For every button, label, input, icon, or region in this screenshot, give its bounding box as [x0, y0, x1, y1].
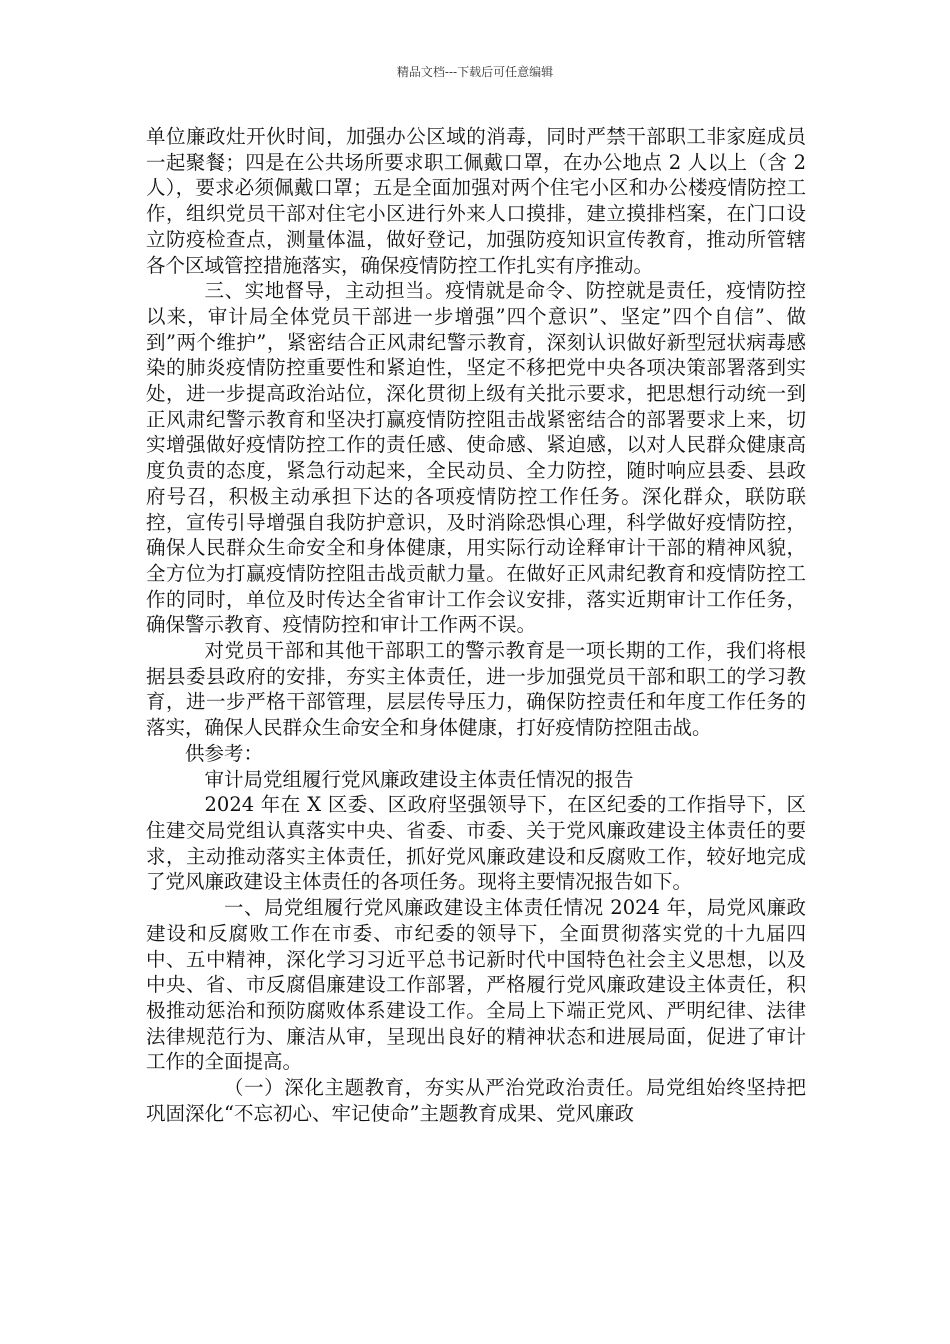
reference-label: 供参考：	[185, 741, 264, 765]
document-body	[146, 124, 806, 1126]
paragraph-continuation: 单位廉政灶开伙时间，加强办公区域的消毒，同时严禁干部职工非家庭成员一起聚餐；四是在公共场所要求职工佩戴口罩，在办公地点 2 人以上（含 2 人），要求必须佩戴口罩；五是全面加强对两个住宅小区和办公楼疫情防控工作，组织党员干部对住宅小区进行外来人口摸排，建立摸排档案，在门口设立防疫检查点，测量体温，做好登记，加强防疫知识宣传教育，推动所管辖各个区域管控措施落实，确保疫情防控工作扎实有序推动。	[146, 125, 806, 277]
paragraph-report-intro: 2024 年在 X 区委、区政府坚强领导下，在区纪委的工作指导下，区住建交局党组认真落实中央、省委、市委、关于党风廉政建设主体责任的要求，主动推动落实主体责任，抓好党风廉政建设和反腐败工作，较好地完成了党风廉政建设主体责任的各项任务。现将主要情况报告如下。	[146, 793, 806, 894]
report-title: 审计局党组履行党风廉政建设主体责任情况的报告	[204, 767, 634, 791]
page-header: 精品文档---下载后可任意编辑	[396, 65, 554, 79]
paragraph-conclusion: 对党员干部和其他干部职工的警示教育是一项长期的工作，我们将根据县委县政府的安排，夯实主体责任，进一步加强党员干部和职工的学习教育，进一步严格干部管理，层层传导压力，确保防控责任和年度工作任务的落实，确保人民群众生命安全和身体健康，打好疫情防控阻击战。	[146, 639, 806, 740]
paragraph-report-section-one: 一、局党组履行党风廉政建设主体责任情况 2024 年，局党风廉政建设和反腐败工作在市委、市纪委的领导下，全面贯彻落实党的十九届四中、五中精神，深化学习习近平总书记新时代中国特色社会主义思想，以及中央、省、市反腐倡廉建设工作部署，严格履行党风廉政建设主体责任，积极推动惩治和预防腐败体系建设工作。全局上下端正党风、严明纪律、法律法律规范行为、廉洁从审，呈现出良好的精神状态和进展局面，促进了审计工作的全面提高。	[146, 896, 806, 1074]
paragraph-report-subsection-one: （一）深化主题教育，夯实从严治党政治责任。局党组始终坚持把巩固深化“不忘初心、牢记使命”主题教育成果、党风廉政	[146, 1076, 806, 1125]
paragraph-section-three: 三、实地督导，主动担当。疫情就是命令、防控就是责任，疫情防控以来，审计局全体党员干部进一步增强”四个意识”、坚定”四个自信”、做到”两个维护”，紧密结合正风肃纪警示教育，深刻认识做好新型冠状病毒感染的肺炎疫情防控重要性和紧迫性，坚定不移把党中央各项决策部署落到实处，进一步提高政治站位，深化贯彻上级有关批示要求，把思想行动统一到正风肃纪警示教育和坚决打赢疫情防控阻击战紧密结合的部署要求上来，切实增强做好疫情防控工作的责任感、使命感、紧迫感，以对人民群众健康高度负责的态度，紧急行动起来，全民动员、全力防控，随时响应县委、县政府号召，积极主动承担下达的各项疫情防控工作任务。深化群众，联防联控，宣传引导增强自我防护意识，及时消除恐惧心理，科学做好疫情防控，确保人民群众生命安全和身体健康，用实际行动诠释审计干部的精神风貌，全方位为打赢疫情防控阻击战贡献力量。在做好正风肃纪教育和疫情防控工作的同时，单位及时传达全省审计工作会议安排，落实近期审计工作任务，确保警示教育、疫情防控和审计工作两不误。	[146, 279, 806, 637]
